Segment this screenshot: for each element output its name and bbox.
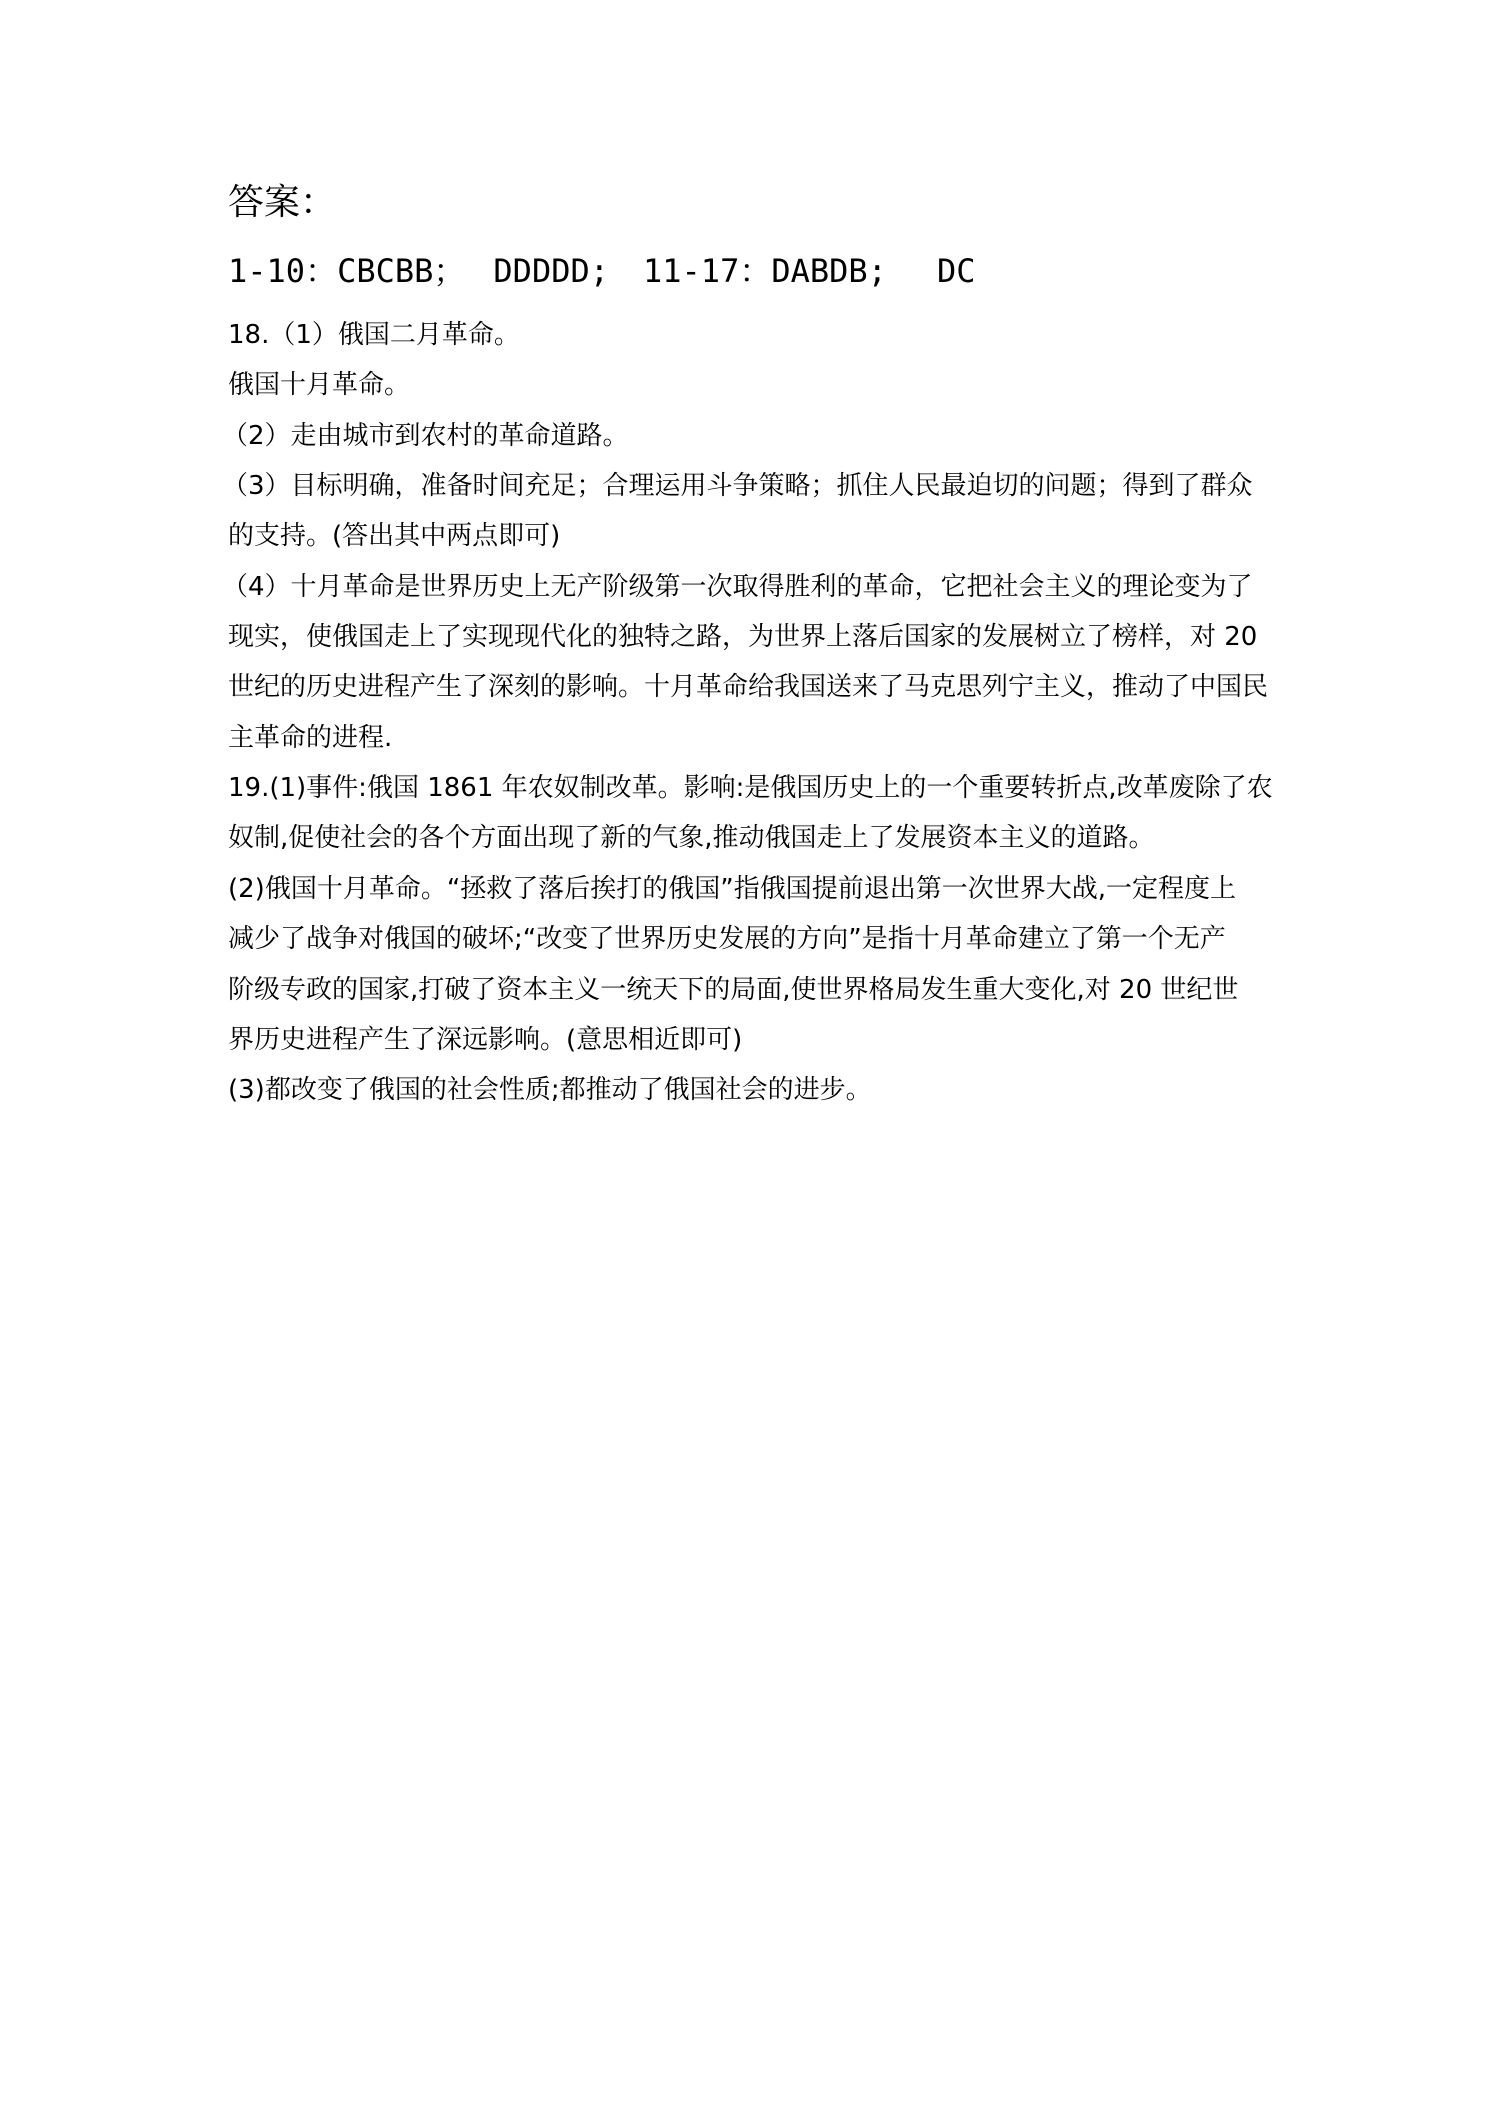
- q19-part2-line3: 阶级专政的国家,打破了资本主义一统天下的局面,使世界格局发生重大变化,对 20 世纪世: [228, 975, 1239, 1005]
- q19-part1-line1: 19.(1)事件:俄国 1861 年农奴制改革。影响:是俄国历史上的一个重要转折点,改革废除了农: [228, 773, 1273, 803]
- multiple-choice-answers: [228, 250, 975, 292]
- answers-1-10: 1-10：CBCBB；: [228, 252, 466, 290]
- q18-part3-line1: （3）目标明确，准备时间充足；合理运用斗争策略；抓住人民最迫切的问题；得到了群众: [222, 471, 1253, 501]
- q19-part2-line1: (2)俄国十月革命。“拯救了落后挨打的俄国”指俄国提前退出第一次世界大战,一定程度上: [228, 874, 1237, 904]
- q18-part2: （2）走由城市到农村的革命道路。: [222, 421, 629, 451]
- q18-part4-line2: 现实，使俄国走上了实现现代化的独特之路，为世界上落后国家的发展树立了榜样，对 20: [228, 622, 1258, 652]
- q19-part1-line2: 奴制,促使社会的各个方面出现了新的气象,推动俄国走上了发展资本主义的道路。: [228, 823, 1155, 853]
- q19-part2-line2: 减少了战争对俄国的破坏;“改变了世界历史发展的方向”是指十月革命建立了第一个无产: [228, 924, 1226, 954]
- q19-part2-line4: 界历史进程产生了深远影响。(意思相近即可): [228, 1025, 743, 1055]
- q18-part4-line1: （4）十月革命是世界历史上无产阶级第一次取得胜利的革命，它把社会主义的理论变为了: [222, 572, 1253, 602]
- answers-11-17: 11-17：DABDB;: [643, 252, 887, 290]
- q18-part1-b: 俄国十月革命。: [228, 370, 411, 400]
- answers-16-17: DC: [936, 252, 976, 290]
- page-title: 答案：: [228, 182, 337, 223]
- q19-part3: (3)都改变了俄国的社会性质;都推动了俄国社会的进步。: [228, 1075, 872, 1105]
- answers-6-10: DDDDD;: [493, 252, 609, 290]
- q18-part3-line2: 的支持。(答出其中两点即可): [228, 521, 561, 551]
- q18-part4-line4: 主革命的进程.: [228, 723, 393, 753]
- q18-part4-line3: 世纪的历史进程产生了深刻的影响。十月革命给我国送来了马克思列宁主义，推动了中国民: [228, 672, 1269, 702]
- q18-part1-a: 18.（1）俄国二月革命。: [228, 320, 520, 350]
